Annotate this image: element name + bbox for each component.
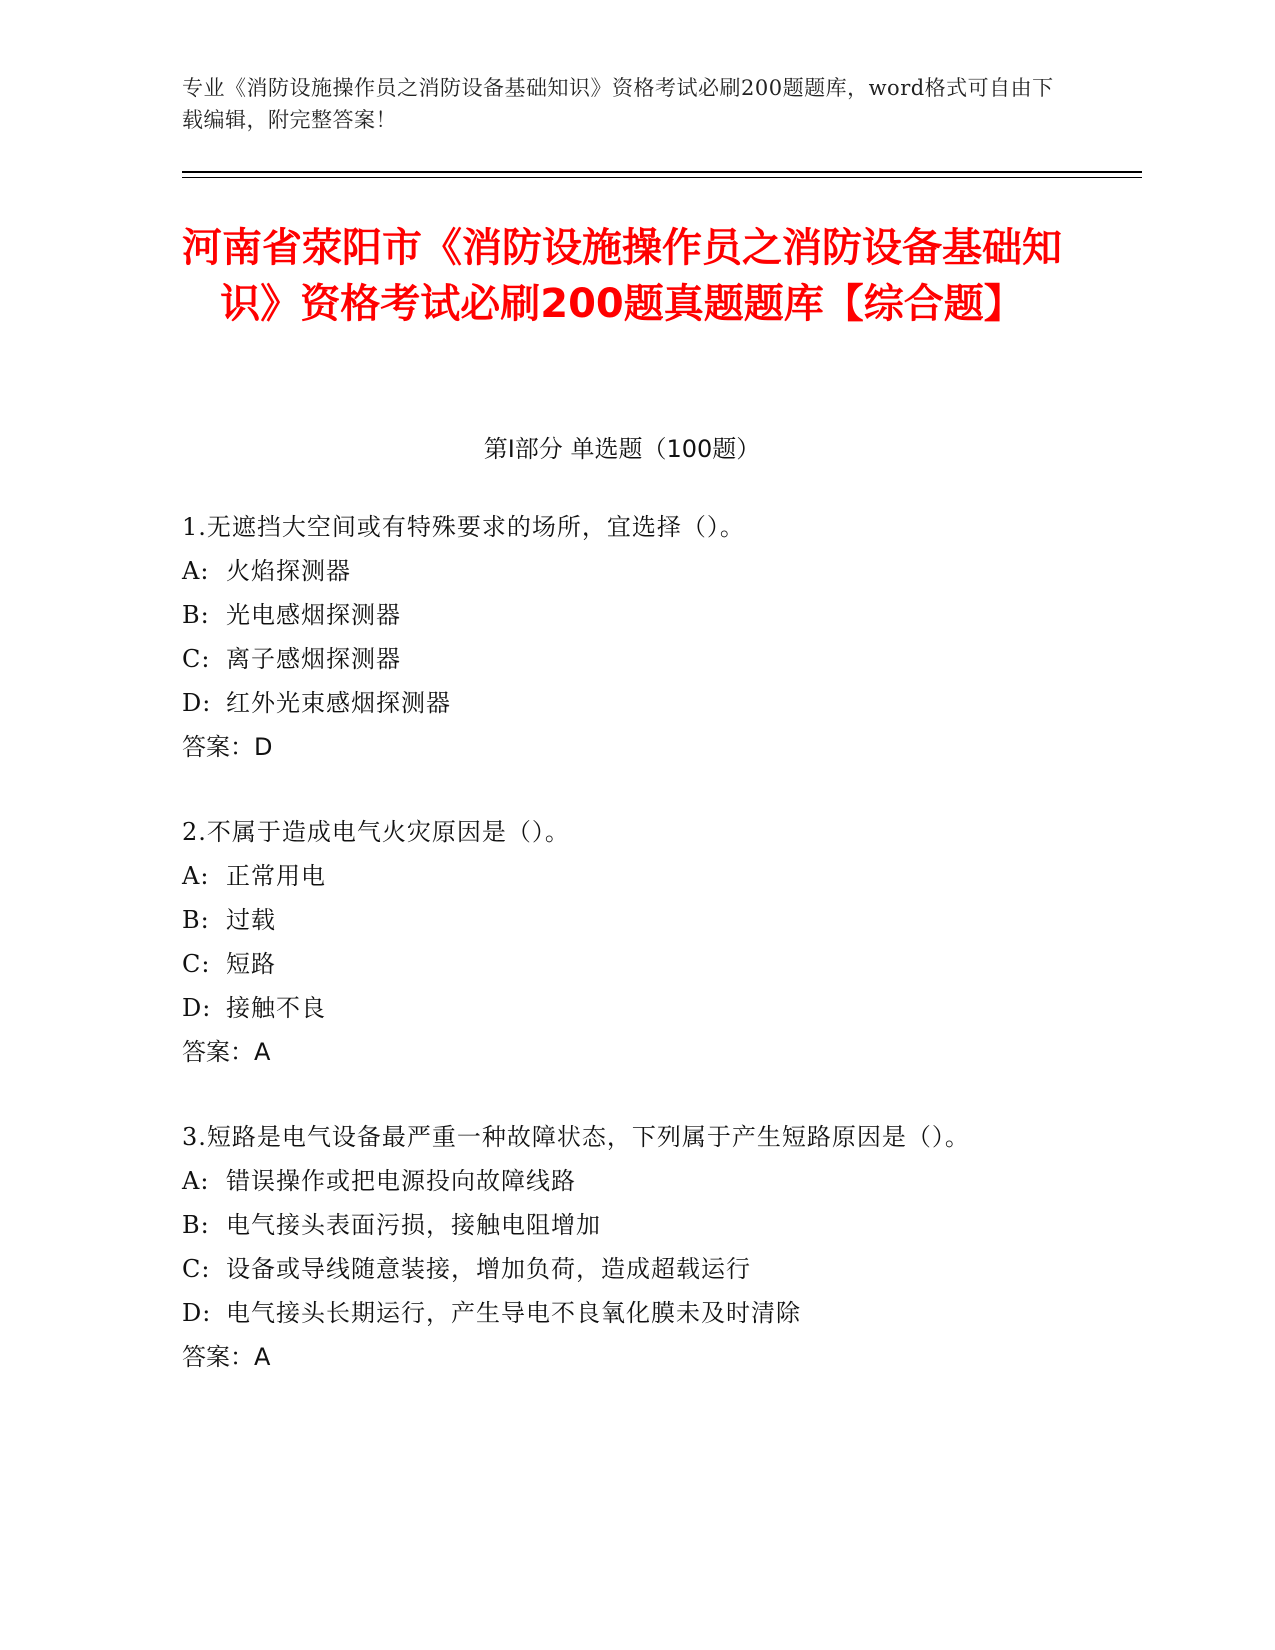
option-text: 短路: [226, 950, 276, 978]
option-letter: B:: [182, 906, 210, 934]
document-title: 河南省荥阳市《消防设施操作员之消防设备基础知识》资格考试必刷200题真题题库【综合题】: [182, 225, 1062, 327]
question-3: [182, 1115, 1062, 1379]
option-letter: D:: [182, 994, 212, 1022]
option-text: 电气接头长期运行，产生导电不良氧化膜未及时清除: [226, 1299, 801, 1327]
option-letter: C:: [182, 645, 211, 673]
option-letter: C:: [182, 950, 211, 978]
option-text: 接触不良: [226, 994, 326, 1022]
question-stem: 1.无遮挡大空间或有特殊要求的场所，宜选择（）。: [182, 513, 745, 541]
option-letter: B:: [182, 1211, 210, 1239]
header-divider-thick: [182, 171, 1142, 173]
option-a: [182, 1159, 1062, 1203]
option-text: 火焰探测器: [226, 557, 351, 585]
header-note: 专业《消防设施操作员之消防设备基础知识》资格考试必刷200题题库，word格式可自由下载编辑，附完整答案！: [182, 76, 1054, 132]
question-1: [182, 505, 1062, 769]
option-text: 离子感烟探测器: [226, 645, 401, 673]
option-b: [182, 898, 1062, 942]
option-text: 过载: [226, 906, 276, 934]
answer: 答案：A: [182, 1343, 271, 1371]
answer: 答案：D: [182, 733, 273, 761]
option-text: 正常用电: [226, 862, 326, 890]
option-letter: A:: [182, 557, 210, 585]
option-a: [182, 854, 1062, 898]
option-letter: C:: [182, 1255, 211, 1283]
option-c: [182, 1247, 1062, 1291]
option-letter: A:: [182, 862, 210, 890]
option-letter: B:: [182, 601, 210, 629]
option-letter: D:: [182, 1299, 212, 1327]
question-2: [182, 810, 1062, 1074]
option-c: [182, 637, 1062, 681]
option-c: [182, 942, 1062, 986]
question-stem: 2.不属于造成电气火灾原因是（）。: [182, 818, 570, 846]
option-b: [182, 1203, 1062, 1247]
option-text: 电气接头表面污损，接触电阻增加: [226, 1211, 601, 1239]
option-d: [182, 681, 1062, 725]
section-title: 第I部分 单选题（100题）: [483, 435, 761, 463]
option-text: 设备或导线随意装接，增加负荷，造成超载运行: [226, 1255, 751, 1283]
option-text: 光电感烟探测器: [226, 601, 401, 629]
option-text: 红外光束感烟探测器: [226, 689, 451, 717]
header-divider-thin: [182, 177, 1142, 178]
option-d: [182, 1291, 1062, 1335]
option-text: 错误操作或把电源投向故障线路: [226, 1167, 576, 1195]
option-b: [182, 593, 1062, 637]
option-letter: D:: [182, 689, 212, 717]
answer: 答案：A: [182, 1038, 271, 1066]
question-stem: 3.短路是电气设备最严重一种故障状态，下列属于产生短路原因是（）。: [182, 1123, 970, 1151]
option-letter: A:: [182, 1167, 210, 1195]
option-a: [182, 549, 1062, 593]
option-d: [182, 986, 1062, 1030]
